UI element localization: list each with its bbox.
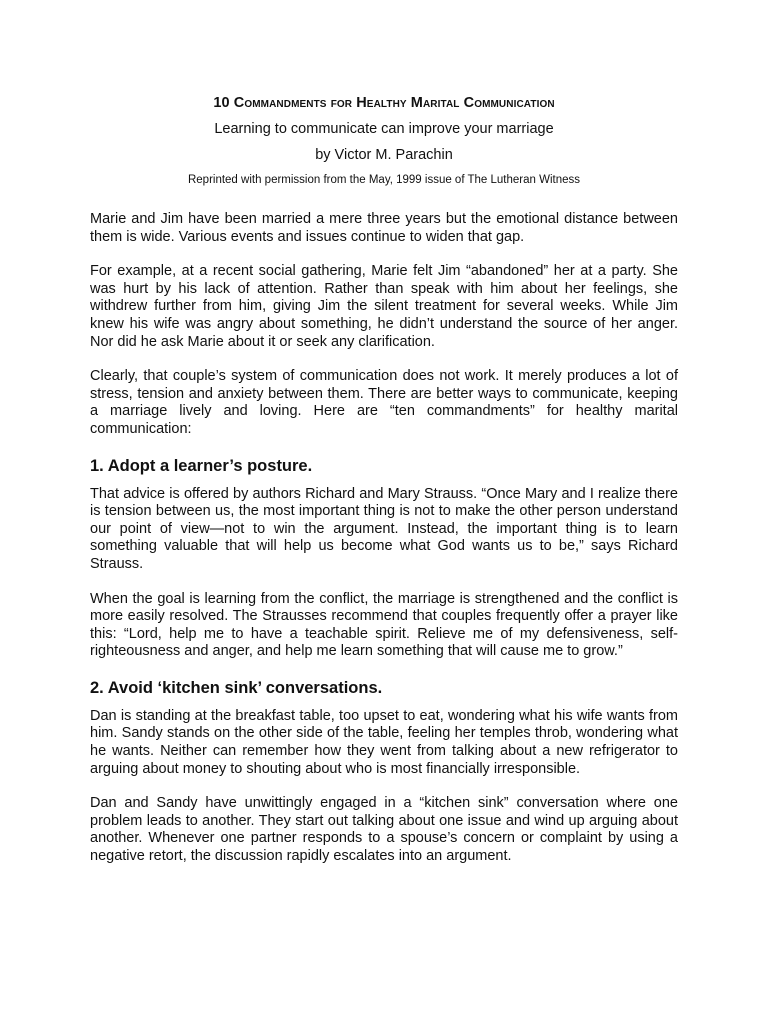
section-paragraph: That advice is offered by authors Richard and Mary Strauss. “Once Mary and I realize there is tension between us, the most important thing is not to make the other person understand our point of view—not to win the argument. Instead, the important thing is to learn something valuable that will help us become what God wants us to be,” says Richard Strauss. (90, 485, 678, 572)
section-paragraph: Dan and Sandy have unwittingly engaged in a “kitchen sink” conversation where one problem leads to another. They start out talking about one issue and wind up arguing about another. Whenever one partner responds to a spouse’s concern or complaint by using a negative retort, the discussion rapidly escalates into an argument. (90, 795, 678, 865)
section-heading: 2. Avoid ‘kitchen sink’ conversations. (90, 678, 383, 697)
intro-paragraph: Clearly, that couple’s system of communication does not work. It merely produces a lot of stress, tension and anxiety between them. There are better ways to communicate, keeping a marriage lively and loving. Here are “ten commandments” for healthy marital communication: (90, 368, 678, 437)
intro-paragraph: For example, at a recent social gathering, Marie felt Jim “abandoned” her at a party. She was hurt by his lack of attention. Rather than speak with him about her feelings, she withdrew further from him, giving Jim the silent treatment for several weeks. While Jim knew his wife was angry about something, he didn’t understand the source of her anger. Nor did he ask Marie about it or seek any clarification. (90, 263, 678, 350)
section-2 (90, 678, 678, 866)
section-heading: 1. Adopt a learner’s posture. (90, 456, 313, 475)
author-byline: by Victor M. Parachin (315, 147, 453, 163)
reprint-note: Reprinted with permission from the May, 1999 issue of The Lutheran Witness (187, 174, 581, 186)
document-subtitle: Learning to communicate can improve your marriage (214, 121, 554, 137)
intro-paragraph: Marie and Jim have been married a mere three years but the emotional distance between them is wide. Various events and issues continue to widen that gap. (90, 211, 678, 245)
section-1 (90, 456, 678, 661)
section-paragraph: Dan is standing at the breakfast table, too upset to eat, wondering what his wife wants from him. Sandy stands on the other side of the table, feeling her temples throb, wondering what he wants. Neither can remember how they went from talking about a new refrigerator to arguing about money to shouting about who is most financially irresponsible. (90, 707, 678, 777)
document-page (90, 94, 678, 883)
document-title: 10 Commandments for Healthy Marital Communication (213, 95, 555, 111)
section-paragraph: When the goal is learning from the conflict, the marriage is strengthened and the conflict is more easily resolved. The Strausses recommend that couples frequently offer a prayer like this: “Lord, help me to have a teachable spirit. Relieve me of my defensiveness, self-righteousness and anger, and help me learn something that will cause me to grow.” (90, 590, 678, 660)
